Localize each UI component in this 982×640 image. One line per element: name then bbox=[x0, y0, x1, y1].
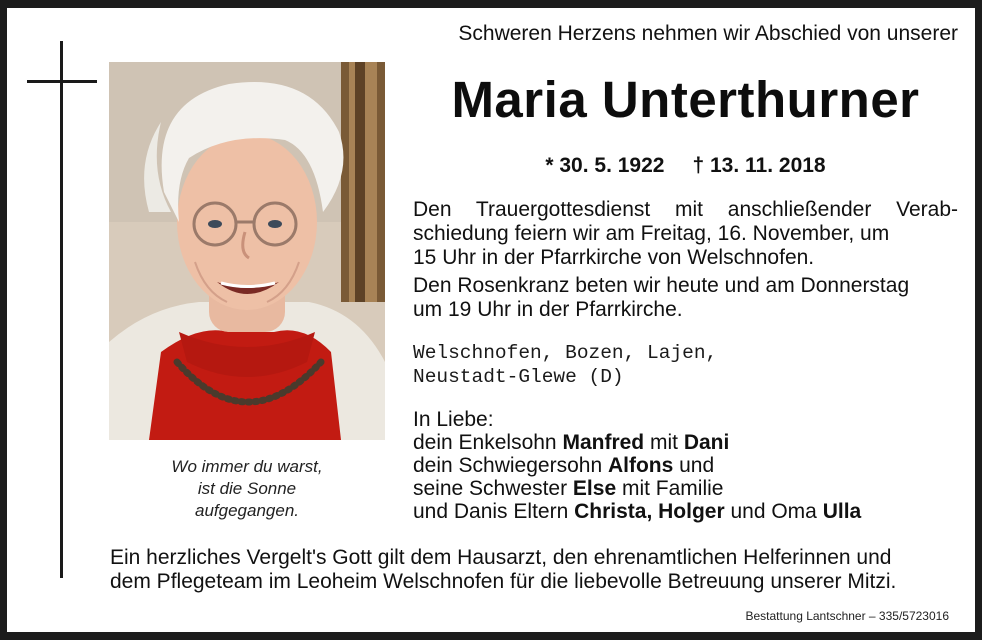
obituary-card bbox=[7, 8, 975, 632]
portrait-photo bbox=[109, 62, 385, 440]
service-paragraph bbox=[413, 198, 958, 270]
mourners-list bbox=[413, 408, 861, 523]
thanks-line: dem Pflegeteam im Leoheim Welschnofen für die liebevolle Betreuung unserer Mitzi. bbox=[110, 570, 897, 593]
in-love-heading: In Liebe: bbox=[413, 408, 494, 431]
quote-line: ist die Sonne bbox=[197, 479, 297, 498]
service-line: Den Trauergottesdienst mit anschließender Verab- bbox=[413, 198, 958, 221]
quote-line: Wo immer du warst, bbox=[171, 457, 323, 476]
mourner-line: und Danis Eltern Christa, Holger und Oma Ulla bbox=[413, 500, 862, 523]
cross-icon bbox=[60, 41, 63, 578]
mourner-line: dein Schwiegersohn Alfons und bbox=[413, 454, 715, 477]
deceased-name: Maria Unterthurner bbox=[451, 71, 920, 128]
rosary-line: Den Rosenkranz beten wir heute und am Donnerstag bbox=[413, 274, 910, 297]
thanks-line: Ein herzliches Vergelt's Gott gilt dem Hausarzt, den ehrenamtlichen Helferinnen und bbox=[110, 546, 892, 569]
rosary-paragraph bbox=[413, 274, 958, 322]
life-dates bbox=[413, 154, 958, 178]
places-list bbox=[413, 341, 717, 389]
intro-text: Schweren Herzens nehmen wir Abschied von unserer bbox=[458, 22, 958, 45]
mourner-line: dein Enkelsohn Manfred mit Dani bbox=[413, 431, 730, 454]
funeral-home-footer: Bestattung Lantschner – 335/5723016 bbox=[745, 609, 949, 623]
mourner-line: seine Schwester Else mit Familie bbox=[413, 477, 724, 500]
places-line: Neustadt-Glewe (D) bbox=[413, 366, 624, 388]
birth-date: * 30. 5. 1922 bbox=[545, 154, 665, 177]
rosary-line: um 19 Uhr in der Pfarrkirche. bbox=[413, 298, 683, 321]
quote-line: aufgegangen. bbox=[195, 501, 299, 520]
memorial-quote bbox=[109, 456, 385, 522]
cross-icon-bar bbox=[27, 80, 97, 83]
death-date: † 13. 11. 2018 bbox=[692, 154, 826, 177]
service-line: schiedung feiern wir am Freitag, 16. November, um bbox=[413, 222, 890, 245]
places-line: Welschnofen, Bozen, Lajen, bbox=[413, 342, 718, 364]
service-line: 15 Uhr in der Pfarrkirche von Welschnofen. bbox=[413, 246, 815, 269]
thanks-paragraph bbox=[110, 546, 958, 594]
